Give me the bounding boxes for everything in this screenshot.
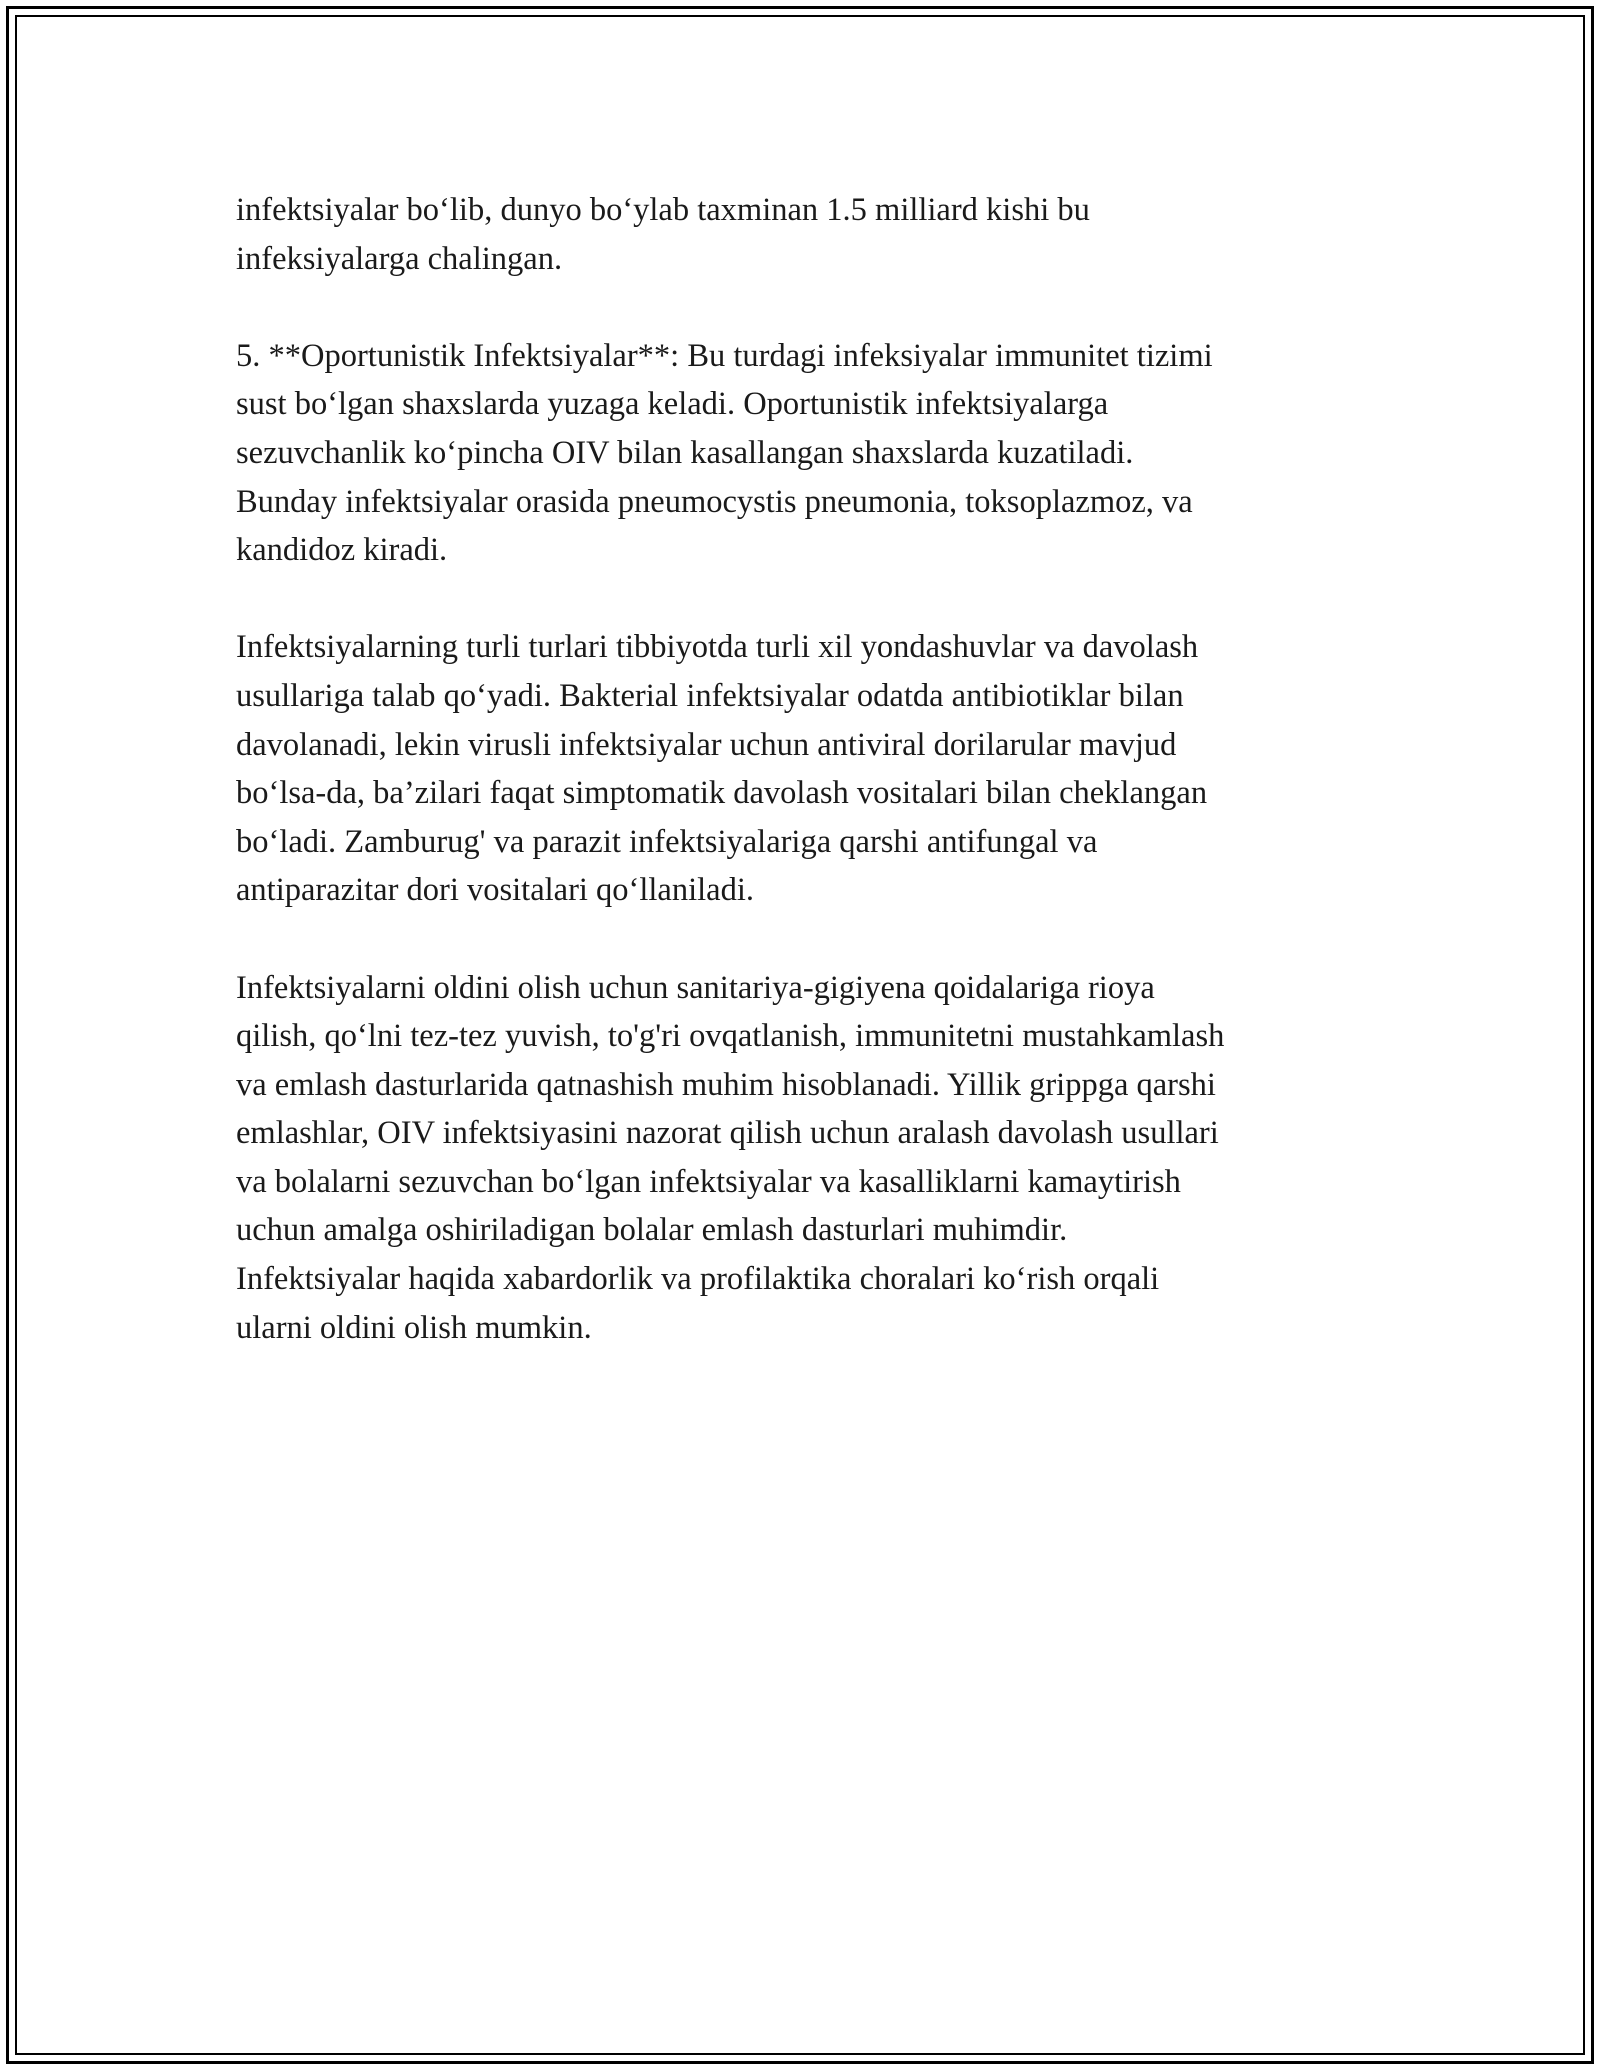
document-body (236, 186, 1376, 1401)
text-line: antiparazitar dori vositalari qo‘llaniladi. (236, 872, 755, 909)
text-line: va emlash dasturlarida qatnashish muhim hisoblanadi. Yillik grippga qarshi (236, 1066, 1216, 1103)
text-line: emlashlar, OIV infektsiyasini nazorat qilish uchun aralash davolash usullari (236, 1115, 1219, 1152)
paragraph-1 (236, 186, 1376, 283)
text-line: Infektsiyalarning turli turlari tibbiyotda turli xil yondashuvlar va davolash (236, 629, 1199, 666)
paragraph-3 (236, 623, 1376, 915)
text-line: kandidoz kiradi. (236, 532, 448, 569)
paragraph-4 (236, 964, 1376, 1353)
text-line: va bolalarni sezuvchan bo‘lgan infektsiyalar va kasalliklarni kamaytirish (236, 1163, 1181, 1200)
text-line: davolanadi, lekin virusli infektsiyalar uchun antiviral dorilarular mavjud (236, 726, 1177, 763)
text-line: Infektsiyalar haqida xabardorlik va profilaktika choralari ko‘rish orqali (236, 1261, 1160, 1298)
text-line: uchun amalga oshiriladigan bolalar emlash dasturlari muhimdir. (236, 1212, 1068, 1249)
text-line: sezuvchanlik ko‘pincha OIV bilan kasallangan shaxslarda kuzatiladi. (236, 434, 1134, 471)
text-line: infeksiyalarga chalingan. (236, 240, 563, 277)
text-line: usullariga talab qo‘yadi. Bakterial infektsiyalar odatda antibiotiklar bilan (236, 677, 1184, 714)
text-line: sust bo‘lgan shaxslarda yuzaga keladi. Oportunistik infektsiyalarga (236, 386, 1109, 423)
text-line: bo‘lsa-da, ba’zilari faqat simptomatik davolash vositalari bilan cheklangan (236, 775, 1208, 812)
text-line: infektsiyalar bo‘lib, dunyo bo‘ylab taxminan 1.5 milliard kishi bu (236, 192, 1090, 228)
text-line: Bunday infektsiyalar orasida pneumocystis pneumonia, toksoplazmoz, va (236, 483, 1193, 520)
text-line: qilish, qo‘lni tez-tez yuvish, to'g'ri ovqatlanish, immunitetni mustahkamlash (236, 1018, 1225, 1055)
text-line: Infektsiyalarni oldini olish uchun sanitariya-gigiyena qoidalariga rioya (236, 969, 1155, 1006)
text-line: ularni oldini olish mumkin. (236, 1309, 592, 1346)
text-line: bo‘ladi. Zamburug' va parazit infektsiyalariga qarshi antifungal va (236, 823, 1098, 860)
text-line: 5. **Oportunistik Infektsiyalar**: Bu turdagi infeksiyalar immunitet tizimi (236, 337, 1213, 374)
paragraph-2 (236, 332, 1376, 575)
